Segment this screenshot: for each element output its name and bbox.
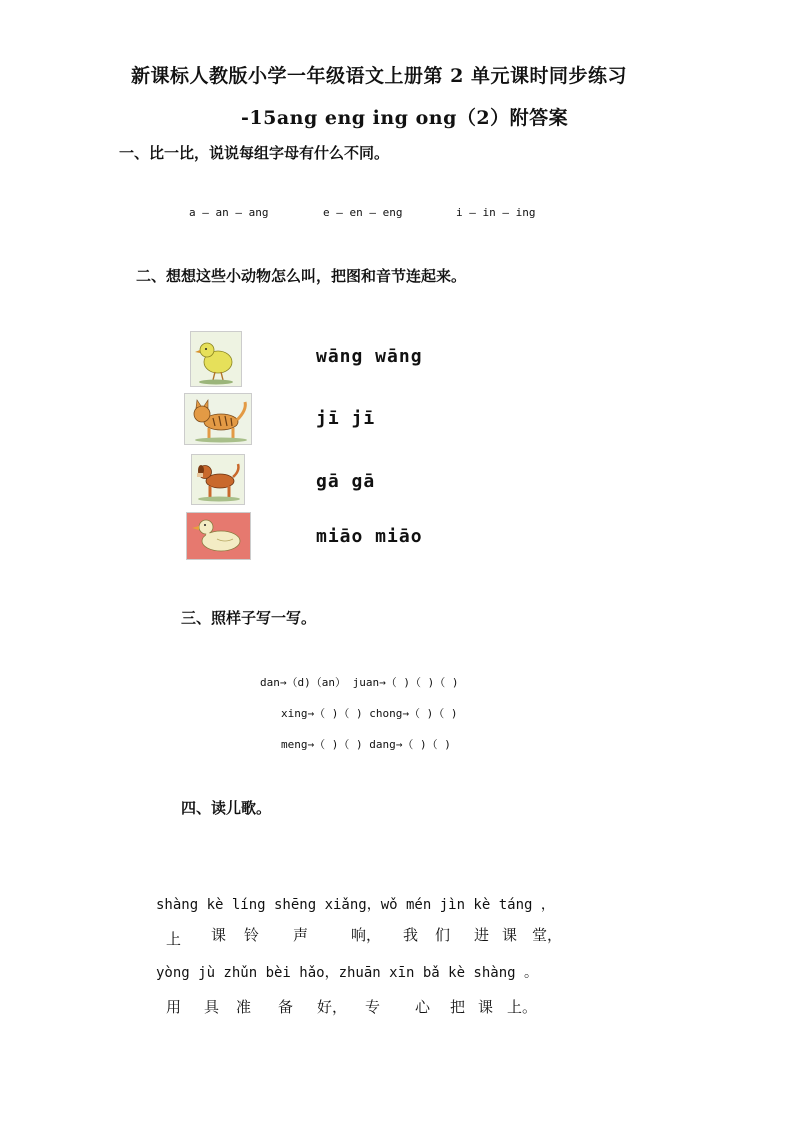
page-title: 新课标人教版小学一年级语文上册第 2 单元课时同步练习	[131, 65, 627, 87]
section3-heading: 三、照样子写一写。	[181, 609, 317, 627]
page-subtitle: -15ang eng ing ong（2）附答案	[241, 107, 569, 129]
exercise-row-1: dan→（d)（an） juan→（ )（ )（ )	[260, 676, 459, 689]
hanzi-char: 心	[415, 998, 431, 1016]
cat-icon	[185, 394, 251, 444]
poem-pinyin-line-2: yòng jù zhǔn bèi hǎo，zhuān xīn bǎ kè shàng 。	[156, 965, 539, 981]
letter-group-e: e — en — eng	[323, 206, 403, 219]
hanzi-char: 堂，	[532, 926, 563, 944]
hanzi-char: 课	[502, 926, 518, 944]
hanzi-char: 课	[478, 998, 494, 1016]
hanzi-char: 声	[293, 926, 309, 944]
poem-pinyin-line-1: shàng kè líng shēng xiǎng，wǒ mén jìn kè táng ，	[156, 897, 555, 913]
syllable-miao[interactable]: miāo miāo	[316, 526, 423, 547]
hanzi-char: 专	[365, 998, 381, 1016]
syllable-wang[interactable]: wāng wāng	[316, 346, 423, 367]
section2-heading: 二、想想这些小动物怎么叫，把图和音节连起来。	[136, 267, 467, 285]
duck-icon	[187, 513, 250, 559]
hanzi-char: 进	[474, 926, 490, 944]
cat-picture[interactable]	[184, 393, 252, 445]
dog-picture[interactable]	[191, 454, 245, 505]
letter-group-i: i — in — ing	[456, 206, 536, 219]
dog-icon	[192, 455, 244, 504]
hanzi-char: 准	[236, 998, 252, 1016]
letter-group-a: a — an — ang	[189, 206, 269, 219]
hanzi-char: 用	[166, 998, 182, 1016]
hanzi-char: 课	[211, 926, 227, 944]
exercise-row-3: meng→（ )（ ) dang→（ )（ )	[281, 738, 451, 751]
hanzi-char: 响，	[351, 926, 382, 944]
hanzi-char: 我	[403, 926, 419, 944]
section1-heading: 一、比一比，说说每组字母有什么不同。	[119, 144, 390, 162]
chick-picture[interactable]	[190, 331, 242, 387]
section4-heading: 四、读儿歌。	[181, 799, 272, 817]
exercise-row-2: xing→（ )（ ) chong→（ )（ )	[281, 707, 458, 720]
chick-icon	[191, 332, 241, 386]
hanzi-char: 备	[278, 998, 294, 1016]
hanzi-char: 铃	[244, 926, 260, 944]
hanzi-char: 上。	[507, 998, 538, 1016]
hanzi-char: 们	[435, 926, 451, 944]
hanzi-char: 上	[166, 930, 182, 948]
syllable-ji[interactable]: jī jī	[316, 408, 376, 429]
hanzi-char: 好，	[317, 998, 348, 1016]
syllable-ga[interactable]: gā gā	[316, 471, 376, 492]
hanzi-char: 把	[450, 998, 466, 1016]
duck-picture[interactable]	[186, 512, 251, 560]
hanzi-char: 具	[204, 998, 220, 1016]
